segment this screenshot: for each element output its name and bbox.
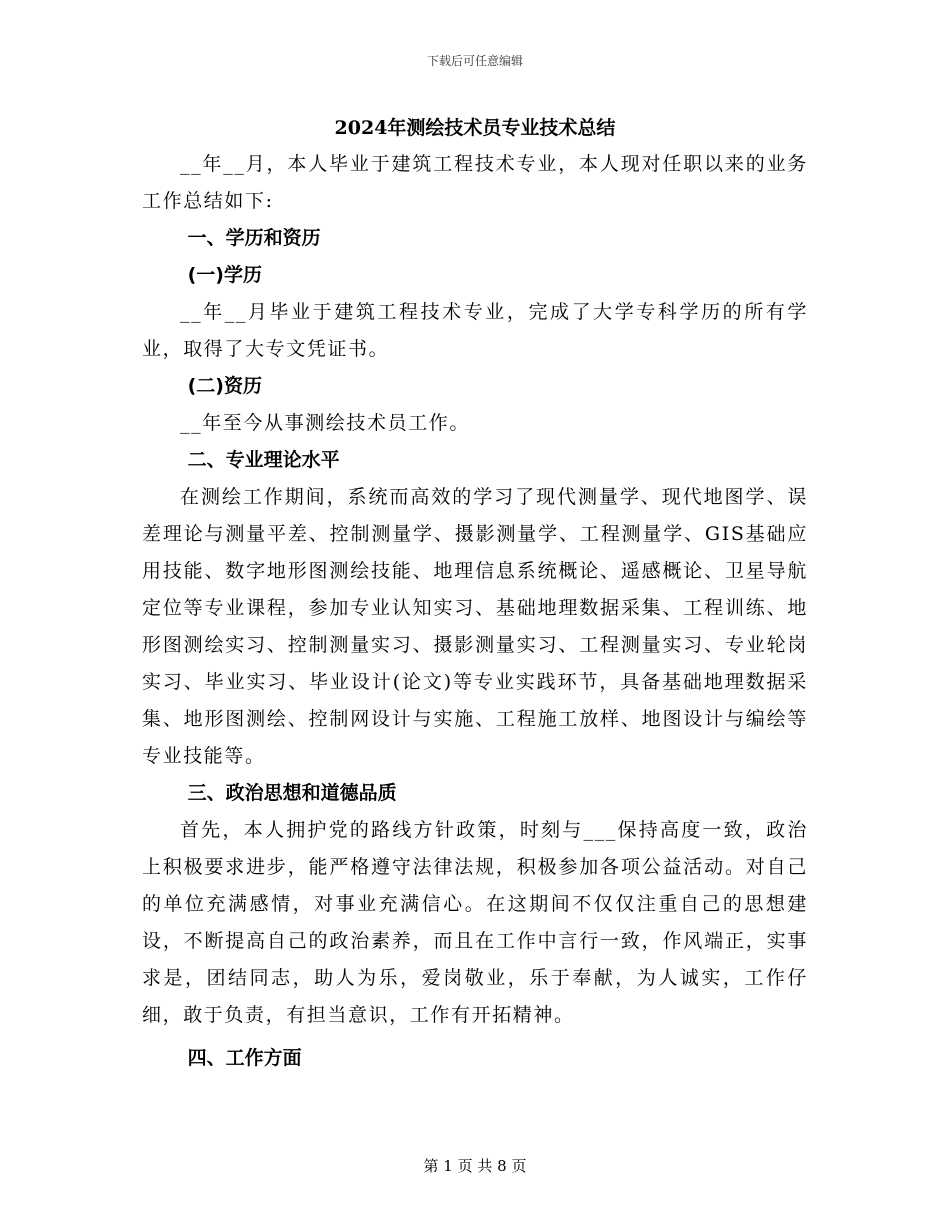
professional-theory-paragraph: 在测绘工作期间，系统而高效的学习了现代测量学、现代地图学、误差理论与测量平差、控制测量学、摄影测量学、工程测量学、GIS基础应用技能、数字地形图测绘技能、地理信息系统概论、遥感概论、卫星导航定位等专业课程，参加专业认知实习、基础地理数据采集、工程训练、地形图测绘实习、控制测量实习、摄影测量实习、工程测量实习、专业轮岗实习、毕业实习、毕业设计(论文)等专业实践环节，具备基础地理数据采集、地形图测绘、控制网设计与实施、工程施工放样、地图设计与编绘等专业技能等。 (142, 486, 808, 767)
section-heading-work: 四、工作方面 (187, 1047, 302, 1069)
section-heading-education-qualification: 一、学历和资历 (187, 227, 321, 249)
document-title: 2024年测绘技术员专业技术总结 (334, 117, 616, 139)
qualification-paragraph: __年至今从事测绘技术员工作。 (180, 412, 471, 434)
section-heading-political-moral: 三、政治思想和道德品质 (187, 782, 397, 804)
education-paragraph: __年__月毕业于建筑工程技术专业，完成了大学专科学历的所有学业，取得了大专文凭证书。 (142, 301, 808, 360)
page-number: 第 1 页 共 8 页 (423, 1157, 527, 1175)
subsection-heading-qualification: (二)资历 (187, 375, 262, 397)
page-header-note: 下载后可任意编辑 (426, 54, 523, 68)
section-heading-professional-theory: 二、专业理论水平 (187, 449, 340, 471)
political-moral-paragraph: 首先，本人拥护党的路线方针政策，时刻与___保持高度一致，政治上积极要求进步，能严格遵守法律法规，积极参加各项公益活动。对自己的单位充满感情，对事业充满信心。在这期间不仅仅注重自己的思想建设，不断提高自己的政治素养，而且在工作中言行一致，作风端正，实事求是，团结同志，助人为乐，爱岗敬业，乐于奉献，为人诚实，工作仔细，敢于负责，有担当意识，工作有开拓精神。 (142, 819, 808, 1026)
subsection-heading-education: (一)学历 (187, 264, 262, 286)
document-body (142, 110, 808, 1077)
intro-paragraph: __年__月，本人毕业于建筑工程技术专业，本人现对任职以来的业务工作总结如下: (142, 153, 808, 212)
